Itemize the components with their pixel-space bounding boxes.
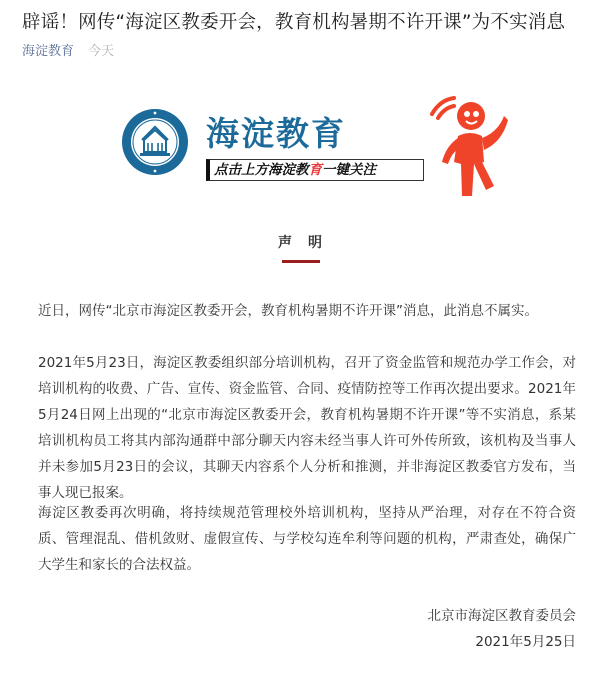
logo-text: 海淀教育 xyxy=(206,114,346,153)
banner-image xyxy=(110,92,510,202)
declaration-label: 声明 xyxy=(278,235,338,251)
follow-slogan xyxy=(206,159,424,181)
article-meta xyxy=(22,44,114,60)
slogan-pre: 点击上方海淀教 xyxy=(214,162,309,178)
paragraph-2: 2021年5月23日，海淀区教委组织部分培训机构，召开了资金监管和规范办学工作会，对培训机构的收费、广告、宣传、资金监管、合同、疫情防控等工作再次提出要求。2021年5月24日网上出现的“北京市海淀区教委开会，教育机构暑期不许开课”等不实消息，系某培训机构员工将其内部沟通群中部分聊天内容未经当事人许可外传所致，该机构及当事人并未参加5月23日的会议，其聊天内容系个人分析和推测，并非海淀区教委官方发布，当事人现已报案。 xyxy=(38,355,576,501)
haidian-education-seal-icon xyxy=(120,107,190,177)
slogan-highlight: 育 xyxy=(308,162,322,178)
paragraph-3: 海淀区教委再次明确，将持续规范管理校外培训机构，坚持从严治理，对存在不符合资质、管理混乱、借机敛财、虚假宣传、与学校勾连牟利等问题的机构，严肃查处，确保广大学生和家长的合法权益。 xyxy=(38,505,576,573)
slogan-post: 一键关注 xyxy=(322,162,376,178)
signature-date: 2021年5月25日 xyxy=(475,634,576,650)
paragraph-1: 近日，网传“北京市海淀区教委开会，教育机构暑期不许开课”消息，此消息不属实。 xyxy=(38,303,538,319)
article-title: 辟谣！网传“海淀区教委开会，教育机构暑期不许开课”为不实消息 xyxy=(22,12,566,33)
declaration-underline xyxy=(282,260,320,263)
mascot-icon xyxy=(428,92,510,202)
declaration-heading xyxy=(0,232,600,252)
account-name-link[interactable]: 海淀教育 xyxy=(22,44,75,59)
signature-organization: 北京市海淀区教育委员会 xyxy=(427,608,576,624)
publish-time: 今天 xyxy=(88,44,115,59)
